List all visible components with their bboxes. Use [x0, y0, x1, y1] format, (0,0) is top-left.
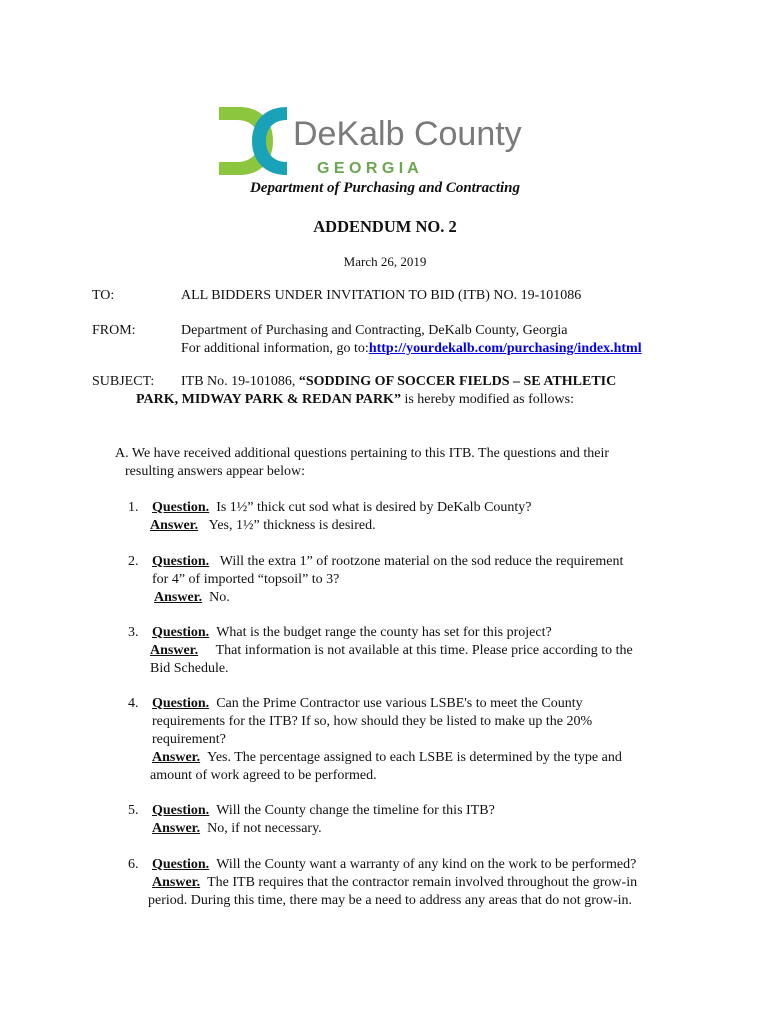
question-text: What is the budget range the county has set for this project? [216, 625, 552, 640]
qa-item-6 [128, 856, 698, 910]
answer-line [128, 820, 688, 838]
section-a [115, 445, 675, 481]
question-text-cont: requirement? [152, 732, 226, 747]
answer-line [128, 589, 688, 607]
department-title: Department of Purchasing and Contracting [249, 180, 521, 196]
purchasing-link[interactable]: http://yourdekalb.com/purchasing/index.html [368, 341, 642, 356]
qa-item-1 [128, 499, 688, 535]
subject-title-2: PARK, MIDWAY PARK & REDAN PARK” [136, 392, 401, 407]
question-line [128, 695, 688, 713]
answer-label: Answer. [150, 518, 199, 533]
answer-label: Answer. [150, 643, 199, 658]
answer-text: Yes. The percentage assigned to each LSBE is determined by the type and [207, 750, 622, 765]
question-text: Is 1½” thick cut sod what is desired by DeKalb County? [216, 500, 532, 515]
answer-label: Answer. [154, 590, 203, 605]
answer-line [128, 517, 688, 535]
subject-title-1: “SODDING OF SOCCER FIELDS – SE ATHLETIC [298, 374, 617, 389]
qa-number: 2. [128, 554, 139, 569]
answer-text: Yes, 1½” thickness is desired. [208, 518, 376, 533]
from-value: Department of Purchasing and Contracting, DeKalb County, Georgia [181, 323, 568, 338]
question-line [128, 802, 688, 820]
answer-text: No. [209, 590, 230, 605]
qa-number: 5. [128, 803, 139, 818]
info-line [181, 340, 642, 358]
subject-label: SUBJECT: [92, 374, 155, 389]
question-label: Question. [152, 857, 210, 872]
subject-prefix: ITB No. 19-101086, [181, 374, 299, 389]
question-line [128, 856, 698, 874]
from-label: FROM: [92, 323, 136, 338]
question-label: Question. [152, 625, 210, 640]
subject-block [92, 373, 692, 409]
answer-text-cont: Bid Schedule. [150, 661, 229, 676]
subject-suffix: is hereby modified as follows: [400, 392, 574, 407]
question-text: Will the extra 1” of rootzone material on the sod reduce the requirement [219, 554, 624, 569]
answer-text: No, if not necessary. [207, 821, 322, 836]
question-label: Question. [152, 803, 210, 818]
question-text: Will the County change the timeline for this ITB? [216, 803, 495, 818]
question-label: Question. [152, 554, 210, 569]
logo-county-name: DeKalb County [293, 115, 522, 153]
qa-item-5 [128, 802, 688, 838]
question-line [128, 553, 688, 571]
question-label: Question. [152, 696, 210, 711]
dc-logo-icon [219, 101, 522, 179]
answer-line [128, 642, 688, 660]
qa-number: 4. [128, 696, 139, 711]
dekalb-county-logo [219, 101, 522, 179]
answer-line [128, 874, 698, 892]
answer-text-cont: amount of work agreed to be performed. [150, 768, 377, 783]
answer-label: Answer. [152, 750, 201, 765]
question-text-cont: for 4” of imported “topsoil” to 3? [152, 572, 340, 587]
qa-item-4 [128, 695, 688, 785]
answer-text-cont: period. During this time, there may be a need to address any areas that do not grow-in. [148, 893, 633, 908]
to-value: ALL BIDDERS UNDER INVITATION TO BID (ITB) NO. 19-101086 [181, 288, 582, 303]
info-prefix: For additional information, go to: [181, 341, 369, 356]
addendum-title: ADDENDUM NO. 2 [313, 217, 457, 236]
qa-number: 3. [128, 625, 139, 640]
question-line [128, 624, 688, 642]
qa-item-2 [128, 553, 688, 607]
section-a-line-2: resulting answers appear below: [125, 464, 305, 479]
logo-state-name: G E O R G I A [317, 160, 419, 177]
addendum-date: March 26, 2019 [343, 254, 427, 269]
answer-label: Answer. [152, 821, 201, 836]
subject-line-2 [92, 391, 692, 409]
answer-line [128, 749, 688, 767]
question-line [128, 499, 688, 517]
question-text-cont: requirements for the ITB? If so, how should they be listed to make up the 20% [152, 714, 593, 729]
qa-number: 6. [128, 857, 139, 872]
answer-text: That information is not available at this time. Please price according to the [215, 643, 633, 658]
section-a-line-1: A. We have received additional questions pertaining to this ITB. The questions and their [115, 446, 610, 461]
answer-text: The ITB requires that the contractor remain involved throughout the grow-in [207, 875, 638, 890]
subject-line-1 [92, 373, 692, 391]
qa-item-3 [128, 624, 688, 678]
answer-label: Answer. [152, 875, 201, 890]
qa-number: 1. [128, 500, 139, 515]
question-text: Will the County want a warranty of any kind on the work to be performed? [216, 857, 637, 872]
to-label: TO: [92, 288, 115, 303]
question-text: Can the Prime Contractor use various LSBE's to meet the County [216, 696, 583, 711]
question-label: Question. [152, 500, 210, 515]
